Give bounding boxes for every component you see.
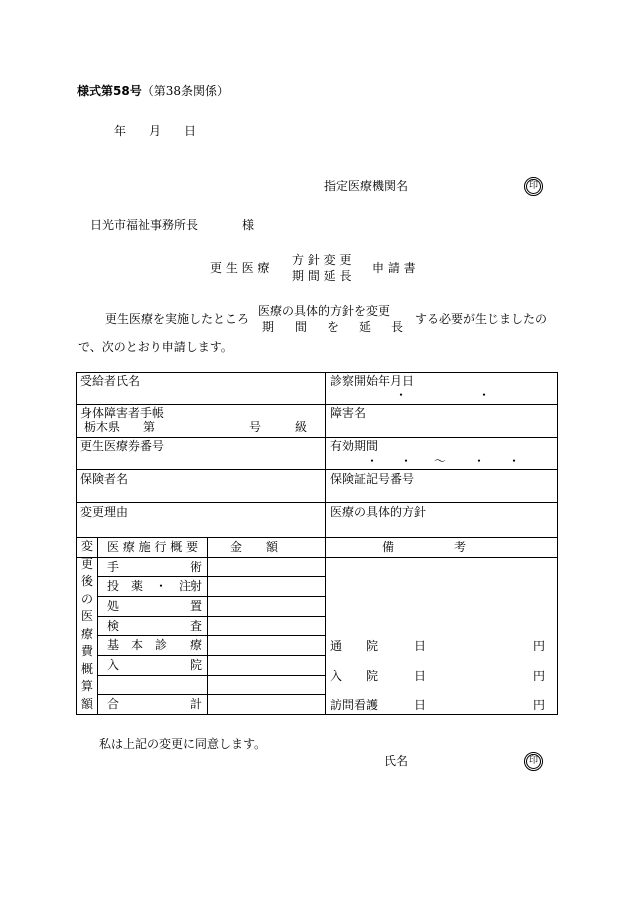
insurer-label: 保険者名	[80, 472, 129, 486]
visit-label: 入 院	[330, 669, 379, 683]
disability-label: 障害名	[330, 406, 367, 420]
item-left: 検	[107, 619, 120, 633]
validity-dot: ・	[508, 454, 521, 468]
insurance-number-label: 保険証記号番号	[330, 472, 415, 486]
body-suffix: する必要が生じましたの	[415, 312, 548, 326]
start-date-label: 診察開始年月日	[330, 374, 415, 388]
side-char: 後	[80, 574, 93, 588]
side-char: 更	[80, 556, 93, 571]
body-option-char: 期	[262, 320, 275, 334]
title-left: 更 生 医 療	[210, 261, 270, 275]
date-dot: ・	[478, 388, 491, 402]
item-right: 射	[190, 579, 203, 593]
side-char: 額	[80, 696, 93, 711]
date-day: 日	[184, 124, 197, 138]
side-char: 医	[80, 609, 93, 623]
remarks-header: 備 考	[382, 540, 467, 554]
plan-label: 医療の具体的方針	[330, 505, 427, 519]
side-char: 概	[80, 661, 93, 676]
validity-tilde: 〜	[434, 454, 447, 468]
body-option-char: 長	[391, 320, 404, 334]
visit-label: 訪問看護	[330, 698, 379, 712]
name-label: 氏名	[384, 754, 409, 768]
visit-yen: 円	[533, 639, 546, 653]
validity-dot: ・	[400, 454, 413, 468]
side-char: の	[80, 591, 93, 606]
handbook-kyu: 級	[295, 420, 308, 434]
institution-label: 指定医療機関名	[324, 179, 409, 193]
visit-day: 日	[414, 698, 427, 712]
body-line2: で、次のとおり申請します。	[78, 340, 233, 354]
form-number: 様式第58号	[77, 84, 142, 98]
visit-yen: 円	[533, 669, 546, 683]
prefecture: 栃木県	[84, 420, 121, 434]
form-relation: （第38条関係）	[141, 84, 229, 98]
consent-text: 私は上記の変更に同意します。	[99, 737, 267, 751]
title-option-period: 期 間 延 長	[292, 269, 352, 283]
form-number-line	[77, 85, 229, 97]
handbook-dai: 第	[143, 420, 156, 434]
item-right: 置	[190, 599, 203, 613]
body-prefix: 更生医療を実施したところ	[105, 312, 250, 326]
voucher-label: 更生医療券番号	[80, 439, 165, 453]
validity-label: 有効期間	[330, 439, 379, 453]
recipient-name-label: 受給者氏名	[80, 374, 141, 388]
item-left: 投 薬 ・ 注	[107, 579, 192, 593]
date-year: 年	[114, 124, 127, 138]
item-right: 院	[190, 658, 203, 672]
visit-yen: 円	[533, 698, 546, 712]
handbook-go: 号	[249, 420, 262, 434]
handbook-label: 身体障害者手帳	[80, 406, 165, 420]
visit-label: 通 院	[330, 639, 379, 653]
body-option-char: 延	[359, 320, 372, 334]
item-right: 療	[190, 638, 203, 652]
body-option-char: 間	[295, 320, 308, 334]
side-label	[80, 538, 94, 713]
visit-day: 日	[414, 639, 427, 653]
item-left: 合	[107, 697, 120, 711]
institution-seal: 印	[526, 179, 541, 194]
item-left: 基 本 診	[107, 638, 168, 652]
amount-header: 金 額	[230, 540, 279, 554]
validity-dot: ・	[473, 454, 486, 468]
side-char: 費	[80, 644, 93, 658]
item-right: 査	[190, 619, 203, 633]
title-right: 申 請 書	[372, 261, 416, 275]
title-option-policy: 方 針 変 更	[292, 253, 352, 267]
item-left: 処	[107, 599, 120, 613]
honorific: 様	[242, 218, 255, 232]
date-dot: ・	[395, 388, 408, 402]
side-char: 療	[80, 626, 93, 641]
visit-day: 日	[414, 669, 427, 683]
item-left: 手	[107, 560, 120, 574]
addressee: 日光市福祉事務所長	[90, 218, 199, 232]
summary-header: 医 療 施 行 概 要	[107, 540, 199, 554]
side-char: 算	[80, 679, 93, 693]
body-option-char: を	[327, 320, 340, 334]
item-left: 入	[107, 658, 120, 672]
date-month: 月	[149, 124, 162, 138]
validity-dot: ・	[366, 454, 379, 468]
side-char: 変	[80, 539, 93, 553]
body-option-policy: 医療の具体的方針を変更	[258, 304, 391, 318]
item-right: 術	[190, 560, 203, 574]
signature-seal: 印	[526, 754, 541, 769]
reason-label: 変更理由	[80, 505, 129, 519]
item-right: 計	[190, 697, 203, 711]
